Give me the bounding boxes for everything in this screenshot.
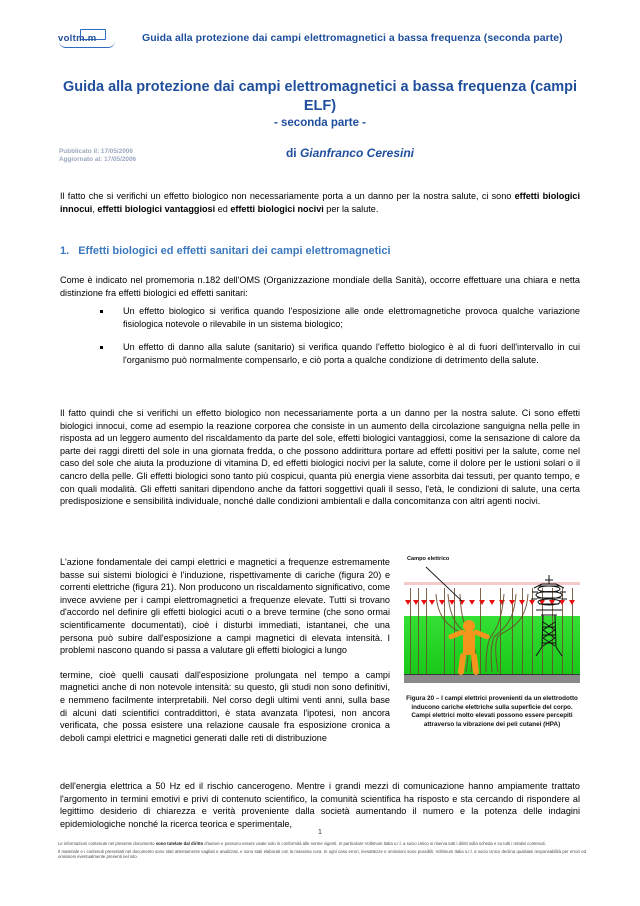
figure-inner-label: Campo elettrico xyxy=(407,556,450,562)
intro-bold-2: effetti biologici vantaggiosi xyxy=(97,203,216,214)
publication-info xyxy=(59,148,136,165)
intro-bold-1: effetti biologici innocui xyxy=(60,191,580,214)
running-header-title: Guida alla protezione dai campi elettromagnetici a bassa frequenza (seconda parte) xyxy=(142,32,563,44)
intro-paragraph xyxy=(60,190,580,215)
footer-line-1 xyxy=(58,841,586,847)
page-footer xyxy=(58,841,586,862)
footer-text-a: Le informazioni contenute nel presente documento xyxy=(58,841,156,846)
published-date: Pubblicato il: 17/05/2006 xyxy=(59,148,133,155)
author-prefix: di xyxy=(285,146,300,160)
logo-text-right: m.m xyxy=(76,32,97,44)
page-number: 1 xyxy=(318,829,322,836)
document-subtitle: - seconda parte - xyxy=(273,117,367,129)
author-line xyxy=(200,146,500,160)
intro-text-2: , xyxy=(92,203,98,214)
person-right-arm xyxy=(473,629,491,640)
figure-20-caption: Figura 20 – I campi elettrici provenienti da un elettrodotto inducono cariche elettriche sulla superficie del corpo. Campi elettrici molto elevati possono essere percepiti attraverso la vibrazione dei peli cutanei (HPA) xyxy=(406,695,578,728)
figure-label-leader-line xyxy=(424,565,462,601)
intro-bold-3: effetti biologici nocivi xyxy=(230,203,324,214)
bottom-paragraph: dell'energia elettrica a 50 Hz ed il rischio cancerogeno. Mentre i grandi mezzi di comunicazione hanno ampiamente trattato l'argomento in termini emotivi e privi di contenuto scientifico, la comunità scientifica ha risposto e sta cercando di rispondere al legittimo desiderio di chiarezza e verità proveniente dalla società aumentando il numero e la potenza delle indagini epidemiologiche nonché la ricerca teorica e sperimentale, xyxy=(60,781,580,829)
person-torso xyxy=(463,631,475,655)
footer-line-2: Il materiale e i contenuti presentati nel documento sono stati attentamente vagliati e analizzati, e sono stati elaborati con la massima cura. In ogni caso errori, inesattezze e omissioni sono possibili. Voltimum Italia s.r.l. a socio Unico declina qualsiasi responsabilità per errori ed omissioni eventualmente presenti nel sito. xyxy=(58,848,586,860)
figure-person-figure xyxy=(448,620,490,674)
document-title: Guida alla protezione dai campi elettromagnetici a bassa frequenza (campi ELF) xyxy=(62,79,578,114)
section-1-lead-paragraph: Come è indicato nel promemoria n.182 dell'OMS (Organizzazione mondiale della Sanità), occorre effettuare una chiara e netta distinzione fra effetti biologici ed effetti sanitari: xyxy=(60,275,580,298)
section-1-heading xyxy=(60,245,580,257)
logo-text-left: volt xyxy=(58,32,77,44)
column-paragraph-2: termine, cioè quelli causati dall'esposizione prolungata nel tempo a campi magnetici anche di non notevole intensità: su questo, gli studi non sono definitivi, e nemmeno facilmente interpretabili. Nel corso degli ultimi venti anni, sulla base di alcuni dati scientifici contraddittori, è stata avanzata l'ipotesi, non ancora verificata, che possa esistere una relazione causale fra esposizione cronica a deboli campi elettrici e magnetici generati dalle reti di distribuzione xyxy=(60,669,390,743)
page-header xyxy=(0,28,640,48)
section-1-long-paragraph: Il fatto quindi che si verifichi un effetto biologico non necessariamente porta a un danno per la nostra salute. Ci sono effetti biologici innocui, come ad esempio la reazione corporea che consiste in un aumento della circolazione sanguigna nella pelle in risposta ad un leggero aumento del riscaldamento da parte del sole, effetti biologici vantaggiosi, come la sensazione di calore da parte dei raggi diretti del sole in una giornata fredda, o che possono addirittura portare ad effetti positivi per la salute, come nel caso del sole che aiuta la produzione di vitamina D, ed effetti biologici nocivi per la salute, come il dolore per le ustioni solari o il cancro della pelle. Gli effetti biologici sono tanto più cospicui, quanta più energia viene assorbita dai tessuti, per quanto tempo, e con quali modalità. Gli effetti sanitari dipendono anche da fattori soggettivi quali il sesso, l'età, le condizioni di salute, una certa predisposizione e sensibilità individuale, nonché dalle condizioni ambientali e dalla concomitanza con altri agenti nocivi. xyxy=(60,408,580,507)
section-1-number: 1. xyxy=(60,245,70,257)
column-paragraph-1: L'azione fondamentale dei campi elettrici e magnetici a frequenze estremamente basse sui sistemi biologici è l'induzione, rispettivamente di cariche (figura 20) e correnti elettriche (figura 21). Non producono un riscaldamento significativo, come invece avviene per i campi elettromagnetici a frequenze elevate. Tutti si trovano d'accordo nel definire gli effetti biologici acuti o a breve termine (che sono ormai scientificamente documentati), cioè i disturbi immediati, istantanei, che una persona può subire dall'esposizione a campi magnetici di elevata intensità. I problemi nascono quando si passa a valutare gli effetti biologici a lungo xyxy=(60,557,390,656)
list-item: Un effetto di danno alla salute (sanitario) si verifica quando l'effetto biologico è al di fuori dell'intervallo in cui l'organismo può normalmente compensarlo, e ciò porta a qualche condizione di detrimento della salute. xyxy=(95,341,580,366)
intro-text-3: ed xyxy=(215,203,231,214)
list-item: Un effetto biologico si verifica quando l'esposizione alle onde elettromagnetiche provoca qualche variazione fisiologica notevole o rilevabile in un sistema biologico; xyxy=(95,305,580,330)
person-right-leg xyxy=(471,653,480,676)
intro-text-1: Il fatto che si verifichi un effetto biologico non necessariamente porta a un danno per la nostra salute, ci sono xyxy=(60,191,515,201)
footer-text-bold: sono tutelate dal diritto xyxy=(155,841,204,846)
section-1-title: Effetti biologici ed effetti sanitari dei campi elettromagnetici xyxy=(78,245,391,257)
person-left-leg xyxy=(458,653,467,676)
footer-text-b: d'autore e possono essere usate solo in conformità alle norme vigenti. In particolare Voltimum Italia s.r.l. a socio Unico si riserva tutti i diritti sulla scheda e su tutti i relativi contenuti. xyxy=(203,841,546,846)
figure-transmission-tower-icon xyxy=(528,572,578,662)
figure-20-image xyxy=(404,554,580,690)
intro-text-4: per la salute. xyxy=(323,203,379,214)
voltimum-logo xyxy=(58,28,120,48)
left-column-text xyxy=(60,556,390,756)
section-1-bullet-list xyxy=(95,305,580,377)
author-name: Gianfranco Ceresini xyxy=(299,146,415,160)
updated-date: Aggiornato al: 17/05/2006 xyxy=(59,156,137,164)
figure-20 xyxy=(404,554,580,729)
